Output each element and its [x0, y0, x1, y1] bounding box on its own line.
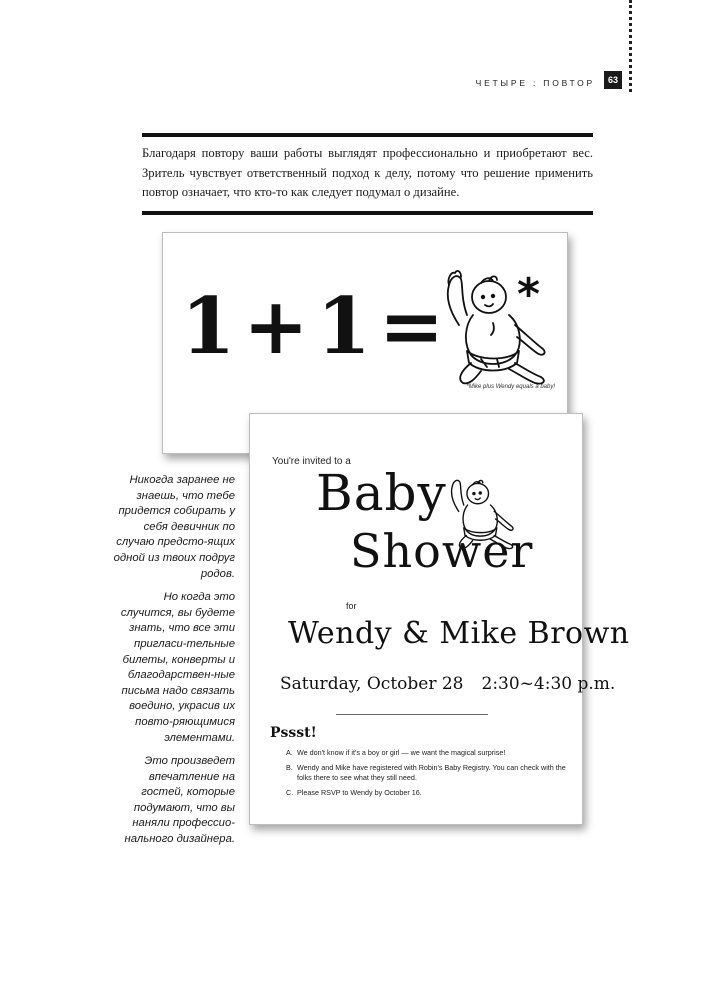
list-marker: C. — [286, 787, 294, 797]
event-date: Saturday, October 28 — [280, 674, 464, 694]
divider-line — [336, 714, 488, 715]
page-number: 63 — [604, 71, 622, 89]
equation-text: 1+1= — [181, 281, 453, 372]
sidebar-paragraph-3: Это произведет впечатление на гостей, которые подумают, что вы наняли профессио-нального дизайнера. — [124, 755, 235, 846]
invited-line: You're invited to a — [272, 456, 351, 467]
notes-list — [286, 748, 576, 802]
footnote: *Mike plus Wendy equals a baby! — [466, 384, 555, 390]
event-datetime — [280, 674, 615, 694]
for-label: for — [346, 601, 357, 611]
list-item — [286, 763, 576, 784]
list-text: Wendy and Mike have registered with Robin's Baby Registry. You can check with the folks there to see what they still need. — [297, 762, 566, 782]
event-time: 2:30~4:30 p.m. — [481, 674, 616, 694]
list-marker: B. — [286, 762, 293, 772]
list-text: We don't know if it's a boy or girl — we want the magical surprise! — [297, 748, 506, 757]
sidebar-paragraph-1: Никогда заранее не знаешь, что тебе придется собирать у себя девичник по случаю предсто-ящих одной из твоих подруг родов. — [113, 474, 235, 580]
sidebar-caption — [108, 473, 235, 856]
edge-dotted-line — [629, 0, 633, 92]
title-shower: Shower — [350, 524, 534, 578]
list-text: Please RSVP to Wendy by October 16. — [297, 787, 422, 797]
title-baby: Baby — [316, 464, 447, 522]
invitation-card — [249, 413, 630, 825]
list-item — [286, 788, 576, 799]
sidebar-paragraph-2: Но когда это случится, вы будете знать, что все эти пригласи-тельные билеты, конверты и благодарствен-ные письма надо связать воедино, украсив их повто-ряющимися элементами. — [120, 591, 235, 744]
list-item — [286, 748, 576, 759]
list-marker: A. — [286, 748, 293, 757]
honoree-names: Wendy & Mike Brown — [288, 616, 630, 651]
lead-paragraph-box — [142, 133, 593, 215]
running-head: ЧЕТЫРЕ : ПОВТОР — [475, 78, 595, 88]
lead-paragraph: Благодаря повтору ваши работы выглядят профессионально и приобретают вес. Зритель чувствует ответственный подход к делу, потому что решение применить повтор означает, что кто-то как следует подумал о дизайне. — [142, 146, 593, 199]
psst-heading: Pssst! — [270, 725, 317, 741]
asterisk: * — [517, 269, 541, 320]
